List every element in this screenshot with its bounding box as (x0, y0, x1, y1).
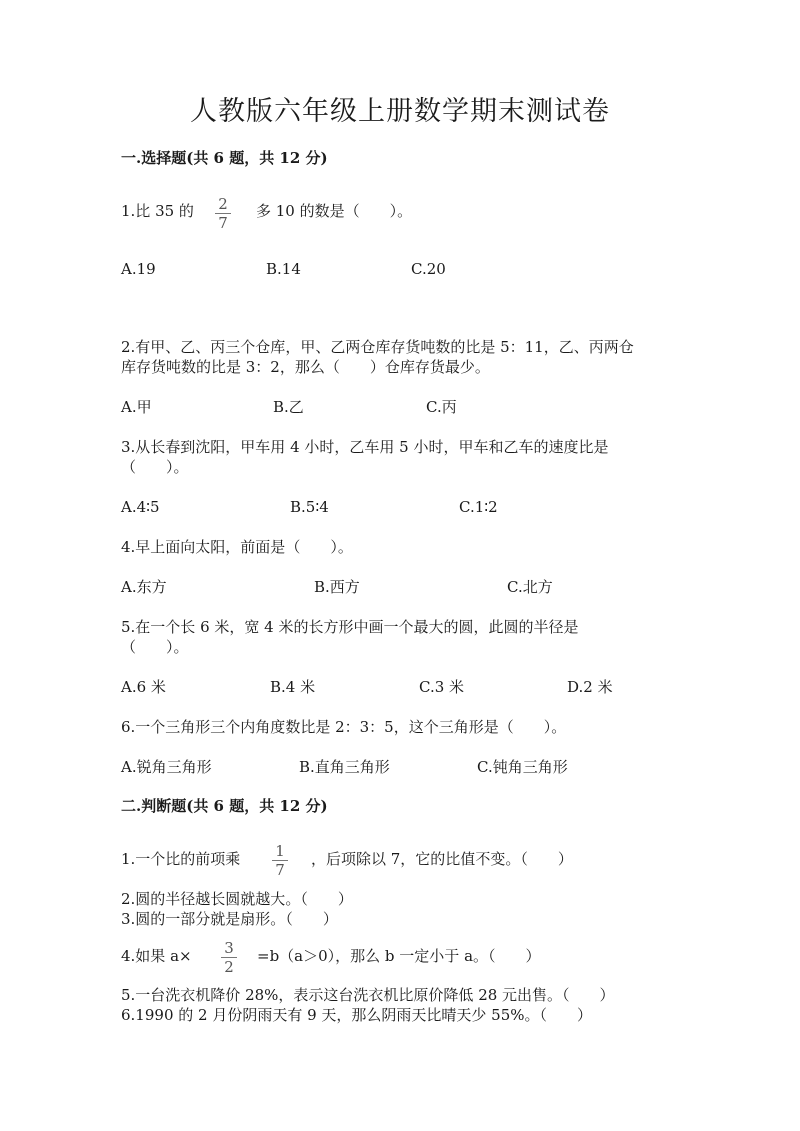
question-1-option-a: A.19 (121, 260, 156, 278)
question-6-line-1: 6.一个三角形三个内角度数比是 2：3：5，这个三角形是（ ）。 (121, 718, 567, 736)
judgement-4-fraction (219, 940, 239, 975)
question-3-option-a: A.4∶5 (121, 498, 160, 516)
question-1-text-before: 1.比 35 的 (121, 202, 194, 220)
question-5-line-2: （ ）。 (121, 638, 189, 656)
question-3-option-c: C.1∶2 (459, 498, 498, 516)
judgement-3: 3.圆的一部分就是扇形。（ ） (121, 910, 338, 928)
judgement-2: 2.圆的半径越长圆就越大。（ ） (121, 890, 353, 908)
question-3-line-1: 3.从长春到沈阳，甲车用 4 小时，乙车用 5 小时，甲车和乙车的速度比是 (121, 438, 609, 456)
question-1-option-c: C.20 (411, 260, 446, 278)
question-2-option-a: A.甲 (121, 398, 152, 416)
page-title: 人教版六年级上册数学期末测试卷 (190, 96, 610, 127)
question-4-line-1: 4.早上面向太阳，前面是（ ）。 (121, 538, 353, 556)
judgement-5: 5.一台洗衣机降价 28%，表示这台洗衣机比原价降低 28 元出售。（ ） (121, 986, 615, 1004)
question-6-option-c: C.钝角三角形 (477, 758, 568, 776)
question-1-fraction (213, 196, 233, 231)
question-5-option-d: D.2 米 (567, 678, 613, 696)
question-6-option-b: B.直角三角形 (299, 758, 390, 776)
judgement-4-text-after: =b（a＞0），那么 b 一定小于 a。（ ） (257, 947, 541, 965)
question-2-option-c: C.丙 (426, 398, 457, 416)
judgement-1-text-after: ，后项除以 7，它的比值不变。（ ） (311, 850, 573, 868)
judgement-4-text-before: 4.如果 a× (121, 947, 192, 965)
section-heading-choice: 一.选择题(共 6 题，共 12 分) (121, 149, 328, 167)
question-4-option-c: C.北方 (507, 578, 553, 596)
judgement-1-text-before: 1.一个比的前项乘 (121, 850, 241, 868)
question-3-line-2: （ ）。 (121, 458, 189, 476)
judgement-6: 6.1990 的 2 月份阴雨天有 9 天，那么阴雨天比晴天少 55%。（ ） (121, 1006, 593, 1024)
fraction-denominator: 2 (224, 958, 234, 976)
question-2-line-2: 库存货吨数的比是 3：2，那么（ ）仓库存货最少。 (121, 358, 490, 376)
section-heading-judgement: 二.判断题(共 6 题，共 12 分) (121, 797, 328, 815)
question-2-option-b: B.乙 (273, 398, 304, 416)
question-5-option-a: A.6 米 (121, 678, 166, 696)
question-5-option-b: B.4 米 (270, 678, 316, 696)
judgement-1-fraction (270, 843, 290, 878)
fraction-numerator: 2 (218, 195, 228, 213)
question-5-line-1: 5.在一个长 6 米，宽 4 米的长方形中画一个最大的圆，此圆的半径是 (121, 618, 579, 636)
question-5-option-c: C.3 米 (419, 678, 465, 696)
fraction-denominator: 7 (275, 861, 285, 879)
question-6-option-a: A.锐角三角形 (121, 758, 212, 776)
question-4-option-a: A.东方 (121, 578, 167, 596)
question-3-option-b: B.5∶4 (290, 498, 329, 516)
question-1-text-after: 多 10 的数是（ ）。 (256, 202, 413, 220)
question-1-option-b: B.14 (266, 260, 301, 278)
question-4-option-b: B.西方 (314, 578, 360, 596)
fraction-denominator: 7 (218, 214, 228, 232)
fraction-numerator: 1 (275, 842, 285, 860)
fraction-numerator: 3 (224, 939, 234, 957)
question-2-line-1: 2.有甲、乙、丙三个仓库，甲、乙两仓库存货吨数的比是 5：11，乙、丙两仓 (121, 338, 634, 356)
